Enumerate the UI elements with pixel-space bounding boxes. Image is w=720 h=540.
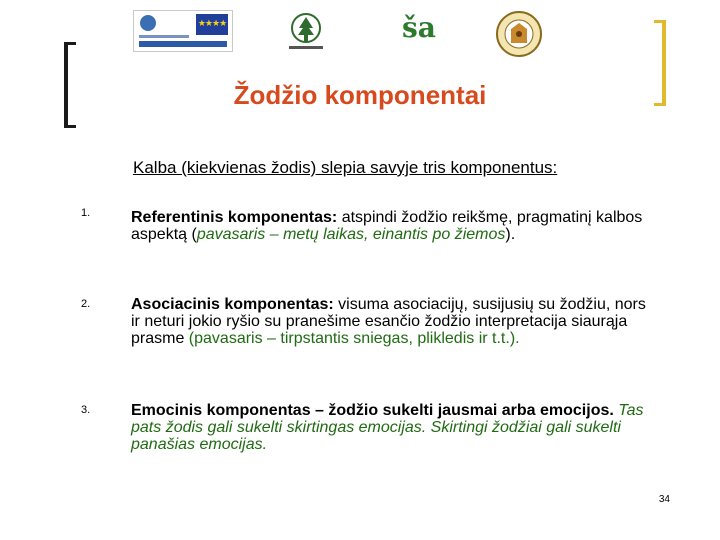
intro-text: Kalba (kiekvienas žodis) slepia savyje tris komponentus:	[133, 158, 558, 177]
item-tail: ).	[505, 226, 516, 243]
item-example: pavasaris – metų laikas, einantis po žiemos	[196, 226, 506, 243]
item-term: Asociacinis komponentas:	[131, 296, 334, 313]
item-body: visuma asociacijų, susijusių su žodžiu, nors ir neturi jokio ryšio su pranešime esančio žodžio interpretacija siaurąja prasme	[131, 296, 646, 347]
list-item	[131, 402, 651, 453]
esf-caption-graphic	[139, 41, 227, 47]
item-term: Referentinis komponentas:	[131, 209, 338, 226]
tree-logo-icon	[283, 10, 329, 52]
item-example: Tas pats žodis gali sukelti skirtingas emocijas. Skirtingi žodžiai gali sukelti panašias emocijas.	[131, 402, 644, 453]
item-example: (pavasaris – tirpstantis sniegas, plikledis ir t.t.).	[188, 330, 520, 347]
eu-flag-icon: ★★★★	[196, 14, 228, 35]
list-item	[131, 209, 651, 243]
item-number: 2.	[81, 298, 91, 310]
right-bracket-decoration	[652, 20, 666, 106]
esf-emblem-icon	[140, 15, 156, 31]
slide-title: Žodžio komponentai	[233, 80, 487, 110]
sa-logo-icon	[400, 10, 442, 44]
item-number: 3.	[81, 404, 91, 416]
list-item	[131, 296, 651, 347]
page-number: 34	[658, 494, 670, 505]
school-seal-icon	[495, 10, 543, 58]
svg-text:ša: ša	[402, 11, 436, 44]
left-bracket-decoration	[64, 42, 78, 128]
item-body: atspindi žodžio reikšmę, pragmatinį kalbos aspektą (	[131, 209, 643, 243]
esf-logo	[133, 10, 233, 52]
item-number: 1.	[81, 207, 91, 219]
item-term: Emocinis komponentas – žodžio sukelti jausmai arba emocijos.	[131, 402, 614, 419]
